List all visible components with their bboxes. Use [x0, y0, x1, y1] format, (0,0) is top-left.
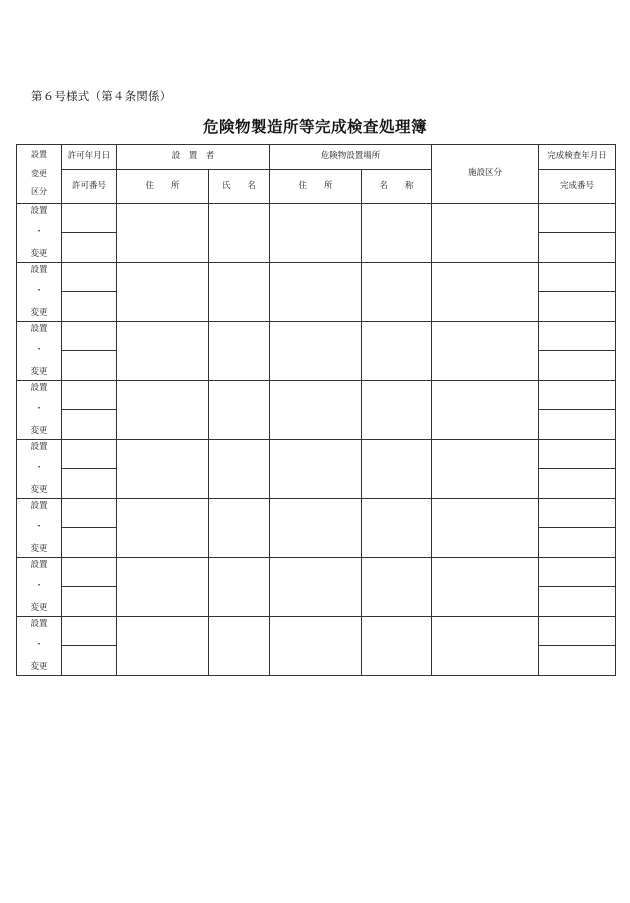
record-type-cell [17, 440, 62, 499]
location-name-field[interactable] [362, 263, 432, 322]
completion-date-field[interactable] [539, 263, 616, 292]
location-address-field[interactable] [270, 499, 362, 558]
completion-date-field[interactable] [539, 558, 616, 587]
record-type-dot: ・ [34, 227, 44, 238]
record-row [17, 440, 616, 469]
permit-number-field[interactable] [62, 528, 117, 558]
location-name-field[interactable] [362, 558, 432, 617]
location-name-field[interactable] [362, 204, 432, 263]
record-row [17, 381, 616, 410]
completion-number-field[interactable] [539, 233, 616, 263]
record-type-cell [17, 558, 62, 617]
location-address-field[interactable] [270, 381, 362, 440]
form-number: 第６号様式（第４条関係） [31, 89, 172, 103]
header-category-mid: 変更 [31, 168, 47, 178]
permit-number-field[interactable] [62, 646, 117, 676]
completion-date-field[interactable] [539, 322, 616, 351]
installer-address-field[interactable] [117, 263, 209, 322]
permit-date-field[interactable] [62, 204, 117, 233]
record-type-install: 設置 [30, 501, 48, 511]
permit-date-field[interactable] [62, 322, 117, 351]
location-address-field[interactable] [270, 204, 362, 263]
facility-type-field[interactable] [432, 381, 539, 440]
permit-number-field[interactable] [62, 469, 117, 499]
installer-name-field[interactable] [209, 499, 270, 558]
record-type-cell [17, 499, 62, 558]
document-title: 危険物製造所等完成検査処理簿 [202, 117, 427, 136]
permit-date-field[interactable] [62, 263, 117, 292]
record-row [17, 499, 616, 528]
location-address-field[interactable] [270, 440, 362, 499]
inspection-register-table [16, 144, 616, 676]
location-address-field[interactable] [270, 617, 362, 676]
permit-number-field[interactable] [62, 292, 117, 322]
header-completion-number: 完成番号 [539, 170, 616, 204]
installer-address-field[interactable] [117, 204, 209, 263]
installer-name-field[interactable] [209, 617, 270, 676]
location-name-field[interactable] [362, 322, 432, 381]
installer-name-field[interactable] [209, 558, 270, 617]
location-address-field[interactable] [270, 322, 362, 381]
record-type-dot: ・ [34, 463, 44, 474]
record-type-dot: ・ [34, 286, 44, 297]
header-installer-address: 住 所 [117, 170, 209, 204]
completion-date-field[interactable] [539, 440, 616, 469]
location-name-field[interactable] [362, 440, 432, 499]
record-type-dot: ・ [34, 522, 44, 533]
header-location-address: 住 所 [270, 170, 362, 204]
record-type-change: 変更 [30, 307, 48, 318]
header-location: 危険物設置場所 [270, 145, 432, 170]
record-type-change: 変更 [30, 484, 48, 495]
permit-number-field[interactable] [62, 233, 117, 263]
facility-type-field[interactable] [432, 558, 539, 617]
record-type-install: 設置 [30, 560, 48, 570]
record-type-cell [17, 617, 62, 676]
record-type-install: 設置 [30, 619, 48, 629]
header-completion-date: 完成検査年月日 [539, 145, 616, 170]
completion-date-field[interactable] [539, 381, 616, 410]
completion-number-field[interactable] [539, 528, 616, 558]
facility-type-field[interactable] [432, 263, 539, 322]
completion-number-field[interactable] [539, 646, 616, 676]
header-category-bottom: 区分 [31, 187, 47, 197]
facility-type-field[interactable] [432, 499, 539, 558]
facility-type-field[interactable] [432, 617, 539, 676]
record-row [17, 263, 616, 292]
record-type-install: 設置 [30, 324, 48, 334]
completion-number-field[interactable] [539, 292, 616, 322]
completion-number-field[interactable] [539, 410, 616, 440]
header-installer: 設 置 者 [117, 145, 270, 170]
record-row [17, 204, 616, 233]
location-name-field[interactable] [362, 381, 432, 440]
installer-name-field[interactable] [209, 322, 270, 381]
record-type-change: 変更 [30, 661, 48, 672]
record-type-dot: ・ [34, 581, 44, 592]
facility-type-field[interactable] [432, 440, 539, 499]
completion-number-field[interactable] [539, 469, 616, 499]
record-type-change: 変更 [30, 248, 48, 259]
completion-date-field[interactable] [539, 617, 616, 646]
record-type-change: 変更 [30, 543, 48, 554]
header-permit-number: 許可番号 [62, 170, 117, 204]
record-row [17, 617, 616, 646]
location-name-field[interactable] [362, 617, 432, 676]
completion-number-field[interactable] [539, 587, 616, 617]
installer-address-field[interactable] [117, 499, 209, 558]
record-type-change: 変更 [30, 602, 48, 613]
header-category-top: 設置 [31, 150, 47, 159]
installer-address-field[interactable] [117, 322, 209, 381]
record-type-install: 設置 [30, 206, 48, 216]
installer-name-field[interactable] [209, 440, 270, 499]
location-name-field[interactable] [362, 499, 432, 558]
header-permit-date: 許可年月日 [62, 145, 117, 170]
record-type-install: 設置 [30, 383, 48, 393]
installer-address-field[interactable] [117, 617, 209, 676]
record-type-change: 変更 [30, 425, 48, 436]
installer-address-field[interactable] [117, 440, 209, 499]
record-row [17, 558, 616, 587]
installer-name-field[interactable] [209, 263, 270, 322]
facility-type-field[interactable] [432, 322, 539, 381]
record-type-cell [17, 381, 62, 440]
record-row [17, 322, 616, 351]
header-category [17, 145, 62, 204]
permit-date-field[interactable] [62, 440, 117, 469]
permit-date-field[interactable] [62, 381, 117, 410]
record-type-cell [17, 204, 62, 263]
completion-date-field[interactable] [539, 499, 616, 528]
facility-type-field[interactable] [432, 204, 539, 263]
record-type-install: 設置 [30, 265, 48, 275]
record-type-change: 変更 [30, 366, 48, 377]
permit-number-field[interactable] [62, 410, 117, 440]
permit-date-field[interactable] [62, 499, 117, 528]
record-type-cell [17, 322, 62, 381]
record-type-dot: ・ [34, 404, 44, 415]
location-address-field[interactable] [270, 263, 362, 322]
header-facility-type: 施設区分 [432, 145, 539, 204]
completion-number-field[interactable] [539, 351, 616, 381]
record-type-dot: ・ [34, 345, 44, 356]
location-address-field[interactable] [270, 558, 362, 617]
record-type-dot: ・ [34, 640, 44, 651]
completion-date-field[interactable] [539, 204, 616, 233]
installer-address-field[interactable] [117, 558, 209, 617]
header-row-1 [17, 145, 616, 170]
record-type-cell [17, 263, 62, 322]
permit-date-field[interactable] [62, 558, 117, 587]
permit-number-field[interactable] [62, 351, 117, 381]
installer-name-field[interactable] [209, 381, 270, 440]
permit-date-field[interactable] [62, 617, 117, 646]
header-location-name: 名 称 [362, 170, 432, 204]
permit-number-field[interactable] [62, 587, 117, 617]
header-installer-name: 氏 名 [209, 170, 270, 204]
installer-name-field[interactable] [209, 204, 270, 263]
installer-address-field[interactable] [117, 381, 209, 440]
record-type-install: 設置 [30, 442, 48, 452]
